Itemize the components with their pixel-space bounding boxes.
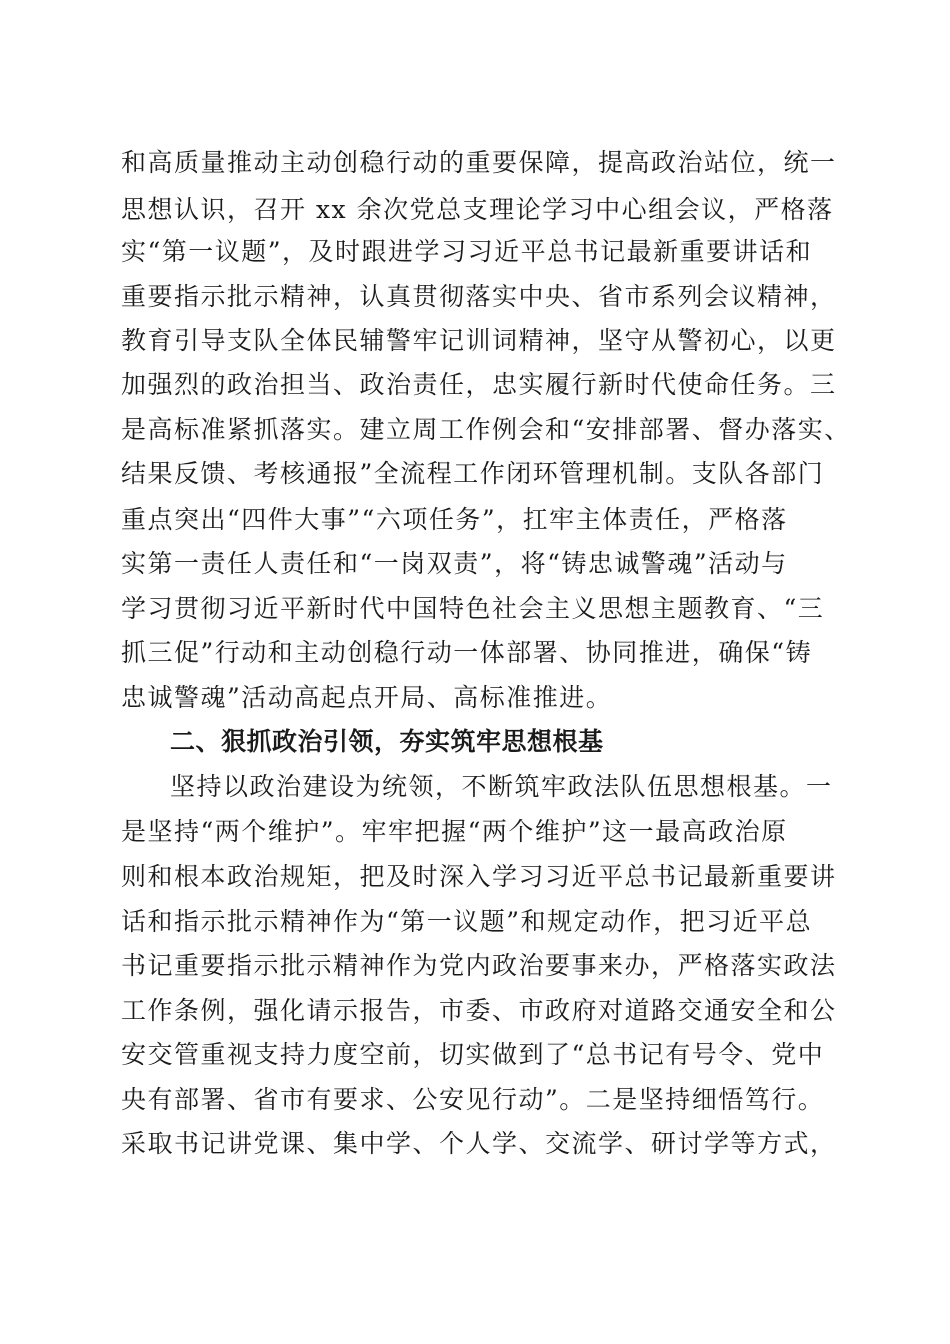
body-line: 安交管重视支持力度空前，切实做到了“总书记有号令、党中 — [121, 1040, 825, 1069]
section-heading: 二、狠抓政治引领，夯实筑牢思想根基 — [170, 727, 604, 756]
body-line: 是坚持“两个维护”。牢牢把握“两个维护”这一最高政治原 — [121, 817, 788, 846]
body-line: 话和指示批示精神作为“第一议题”和规定动作，把习近平总 — [121, 907, 813, 936]
body-line: 结果反馈、考核通报”全流程工作闭环管理机制。支队各部门 — [121, 459, 825, 488]
body-line: 思想认识，召开 xx 余次党总支理论学习中心组会议，严格落 — [121, 195, 834, 224]
body-line: 工作条例，强化请示报告，市委、市政府对道路交通安全和公 — [121, 996, 837, 1025]
body-line: 则和根本政治规矩，把及时深入学习习近平总书记最新重要讲 — [121, 862, 837, 891]
body-line: 央有部署、省市有要求、公安见行动”。二是坚持细悟笃行。 — [121, 1085, 825, 1114]
body-line: 实第一责任人责任和“一岗双责”，将“铸忠诚警魂”活动与 — [121, 549, 788, 578]
body-line: 加强烈的政治担当、政治责任，忠实履行新时代使命任务。三 — [121, 370, 837, 399]
body-line: 坚持以政治建设为统领，不断筑牢政法队伍思想根基。一 — [170, 772, 833, 801]
body-line: 书记重要指示批示精神作为党内政治要事来办，严格落实政法 — [121, 951, 837, 980]
body-line: 重要指示批示精神，认真贯彻落实中央、省市系列会议精神， — [121, 282, 837, 311]
body-line: 抓三促”行动和主动创稳行动一体部署、协同推进，确保“铸 — [121, 638, 813, 667]
body-line: 是高标准紧抓落实。建立周工作例会和“安排部署、督办落实、 — [121, 415, 851, 444]
body-line: 采取书记讲党课、集中学、个人学、交流学、研讨学等方式， — [121, 1129, 837, 1158]
body-line: 忠诚警魂”活动高起点开局、高标准推进。 — [121, 683, 613, 712]
body-line: 和高质量推动主动创稳行动的重要保障，提高政治站位，统一 — [121, 148, 837, 177]
body-line: 实“第一议题”，及时跟进学习习近平总书记最新重要讲话和 — [121, 237, 813, 266]
body-line: 教育引导支队全体民辅警牢记训词精神，坚守从警初心，以更 — [121, 326, 837, 355]
body-line: 学习贯彻习近平新时代中国特色社会主义思想主题教育、“三 — [121, 594, 825, 623]
body-line: 重点突出“四件大事”“六项任务”，扛牢主体责任，严格落 — [121, 505, 788, 534]
